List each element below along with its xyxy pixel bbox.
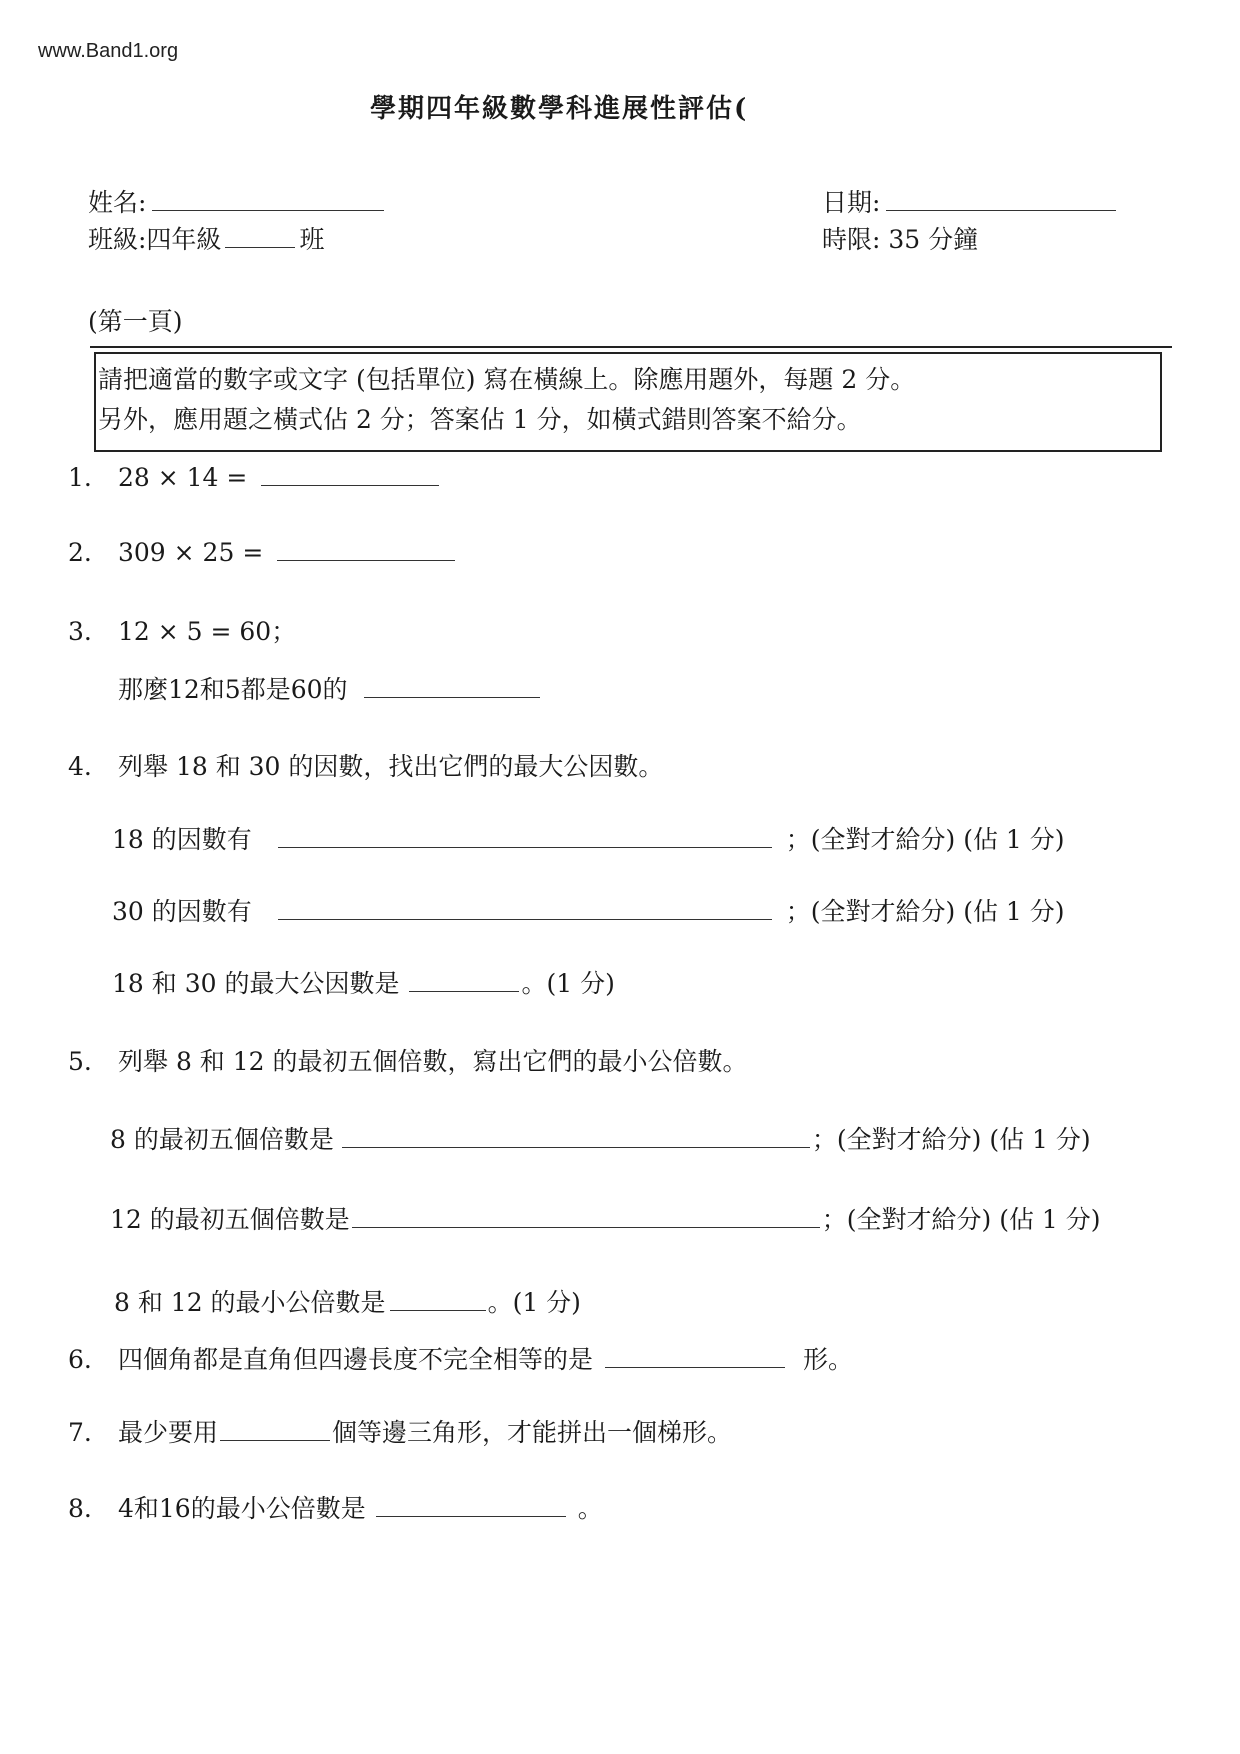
question-4c: [112, 964, 615, 1000]
answer-blank[interactable]: [364, 696, 540, 698]
question-text: 4和16的最小公倍數是: [118, 1494, 366, 1523]
question-8: [68, 1489, 603, 1525]
question-5a: [110, 1120, 1091, 1156]
answer-blank[interactable]: [390, 1309, 486, 1311]
question-text-post: 個等邊三角形，才能拼出一個梯形。: [332, 1418, 733, 1447]
question-text: 12 × 5 = 60；: [118, 617, 297, 646]
page-title: 學期四年級數學科進展性評估(: [370, 94, 749, 124]
class-label: 班級:四年級: [88, 225, 222, 254]
question-suffix: 形。: [803, 1345, 854, 1374]
question-suffix: 。: [577, 1494, 603, 1523]
class-field: [88, 220, 324, 256]
part-note: ；(全對才給分) (佔 1 分): [821, 1205, 1101, 1234]
part-note: 。(1 分): [521, 969, 615, 998]
question-4: [68, 747, 663, 783]
question-text: 309 × 25 =: [118, 538, 264, 567]
answer-blank[interactable]: [376, 1515, 566, 1517]
question-number: 3.: [68, 617, 92, 646]
question-6: [68, 1340, 853, 1376]
question-5: [68, 1042, 748, 1078]
question-3: [68, 612, 296, 648]
answer-blank[interactable]: [261, 484, 439, 486]
part-note: ；(全對才給分) (佔 1 分): [811, 1125, 1091, 1154]
name-label: 姓名:: [88, 188, 147, 217]
question-5b: [110, 1200, 1101, 1236]
answer-blank[interactable]: [220, 1439, 330, 1441]
name-blank[interactable]: [152, 209, 384, 211]
question-text: 四個角都是直角但四邊長度不完全相等的是: [118, 1345, 594, 1374]
part-label: 12 的最初五個倍數是: [110, 1205, 350, 1234]
question-1: [68, 463, 445, 492]
question-7: [68, 1413, 732, 1449]
part-label: 30 的因數有: [112, 897, 252, 926]
date-blank[interactable]: [886, 209, 1116, 211]
instructions-line-2: 另外，應用題之橫式佔 2 分；答案佔 1 分，如橫式錯則答案不給分。: [98, 405, 862, 434]
question-number: 8.: [68, 1494, 92, 1523]
part-label: 8 的最初五個倍數是: [110, 1125, 334, 1154]
answer-blank[interactable]: [409, 990, 519, 992]
question-number: 4.: [68, 752, 92, 781]
question-subtext: 那麼12和5都是60的: [118, 675, 348, 704]
instructions-line-1: 請把適當的數字或文字 (包括單位) 寫在橫線上。除應用題外，每題 2 分。: [98, 365, 916, 394]
date-field: [822, 183, 1122, 219]
question-number: 6.: [68, 1345, 92, 1374]
date-label: 日期:: [822, 188, 881, 217]
question-text: 列舉 8 和 12 的最初五個倍數，寫出它們的最小公倍數。: [118, 1047, 748, 1076]
instructions-box: [94, 352, 1162, 452]
answer-blank[interactable]: [342, 1146, 810, 1148]
question-2: [68, 538, 461, 567]
question-number: 7.: [68, 1418, 92, 1447]
question-text: 28 × 14 =: [118, 463, 248, 492]
part-label: 18 和 30 的最大公因數是: [112, 969, 400, 998]
part-note: ；(全對才給分) (佔 1 分): [785, 825, 1065, 854]
part-note: 。(1 分): [487, 1288, 581, 1317]
part-note: ；(全對才給分) (佔 1 分): [785, 897, 1065, 926]
class-blank[interactable]: [225, 246, 295, 248]
answer-blank[interactable]: [278, 918, 772, 920]
time-limit: 時限: 35 分鐘: [822, 225, 979, 254]
answer-blank[interactable]: [277, 559, 455, 561]
question-number: 1.: [68, 463, 92, 492]
question-text: 列舉 18 和 30 的因數，找出它們的最大公因數。: [118, 752, 664, 781]
question-4a: [112, 820, 1065, 856]
answer-blank[interactable]: [352, 1226, 820, 1228]
page-label: (第一頁): [88, 307, 183, 336]
watermark: www.Band1.org: [38, 40, 179, 62]
question-number: 5.: [68, 1047, 92, 1076]
question-number: 2.: [68, 538, 92, 567]
answer-blank[interactable]: [278, 846, 772, 848]
question-5c: [114, 1283, 581, 1319]
divider: [90, 346, 1172, 348]
class-suffix: 班: [299, 225, 325, 254]
part-label: 8 和 12 的最小公倍數是: [114, 1288, 386, 1317]
answer-blank[interactable]: [605, 1366, 785, 1368]
name-field: [88, 183, 390, 219]
question-3-sub: [118, 670, 546, 706]
question-4b: [112, 892, 1065, 928]
part-label: 18 的因數有: [112, 825, 252, 854]
question-text-pre: 最少要用: [118, 1418, 219, 1447]
